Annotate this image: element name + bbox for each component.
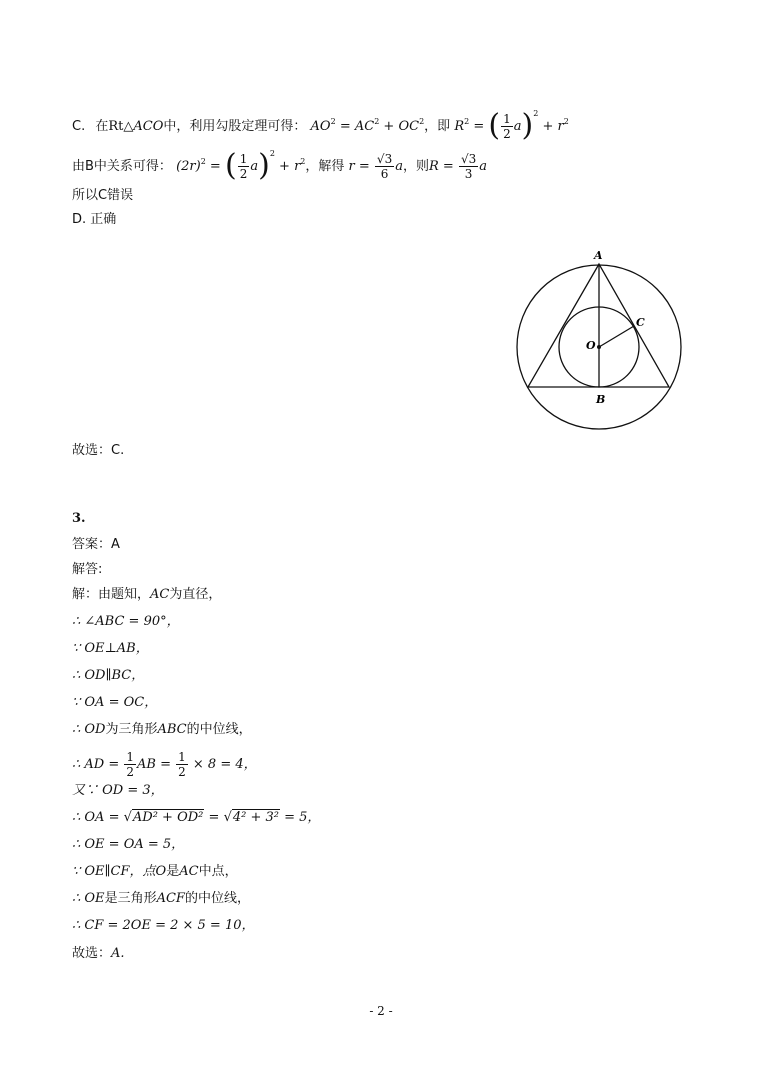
lineb-eq3: = — [438, 159, 458, 174]
fraction-sqrt3-over-6 — [375, 152, 394, 181]
q3-l12-d: 的中位线， — [184, 891, 250, 906]
label-a: A — [594, 249, 603, 262]
eq1-ao: AO — [310, 119, 331, 134]
q3-line6 — [72, 720, 252, 740]
q3-l9-e: = 5， — [279, 810, 321, 825]
q3-line9 — [72, 808, 320, 828]
answer-choice-c: 故选：C. — [72, 443, 125, 458]
lineb-right-paren: ) — [258, 147, 270, 183]
eq2-r: R — [454, 119, 465, 134]
lineb-frac-num: 1 — [239, 152, 248, 166]
q3-l9-b: AD² + OD² — [132, 810, 204, 825]
fraction-sqrt3-over-3 — [459, 152, 478, 181]
frac-six-den: 6 — [380, 167, 389, 181]
q3-l11-d: AC — [179, 864, 199, 879]
lineb-sep1: ，解得 — [305, 159, 345, 174]
q3-answer: 答案：A — [72, 537, 120, 552]
q3-l11-b: O — [155, 864, 167, 879]
left-paren: ( — [488, 107, 501, 143]
label-o: O — [586, 339, 596, 352]
q3-l7-num2: 1 — [178, 750, 186, 764]
radius-oc — [599, 326, 634, 347]
q3-line1 — [72, 585, 221, 605]
lineb-a1: a — [250, 159, 259, 174]
q3-l7-b: AB = — [137, 757, 176, 772]
lineb-sq2: 2 — [269, 149, 275, 158]
q3-l12-b: 是三角形 — [104, 891, 157, 906]
sqrt-sign-2: √ — [223, 810, 232, 825]
lineb-prefix: 由B中关系可得： — [72, 159, 172, 174]
frac-den: 2 — [503, 127, 511, 141]
eq1-sq3: 2 — [419, 117, 425, 126]
text-mid: 中，利用勾股定理可得： — [163, 119, 307, 134]
q3-l1-b: AC — [150, 587, 170, 602]
lineb-left-paren: ( — [224, 147, 237, 183]
q3-line7 — [72, 750, 257, 779]
eq1-sq1: 2 — [330, 117, 336, 126]
text-prefix: 在 — [95, 119, 109, 134]
lineb-eq2: = — [354, 159, 374, 174]
q3-l9-a: ∴ OA = — [72, 810, 124, 825]
q3-l1-c: 为直径， — [169, 587, 222, 602]
text-sep: ，即 — [424, 119, 451, 134]
q3-solution-label: 解答: — [72, 562, 103, 577]
q3-l9-d: 4² + 3² — [232, 810, 279, 825]
eq1-sq2: 2 — [374, 117, 380, 126]
lineb-frac-den: 2 — [239, 167, 248, 181]
triangle-symbol: △ — [123, 119, 134, 134]
q3-line5: ∵ OA = OC， — [72, 695, 158, 710]
q3-l7-a: ∴ AD = — [72, 757, 124, 772]
frac-sqrt3-num: √3 — [376, 152, 393, 166]
eq2-sq3: 2 — [563, 117, 569, 126]
eq1-ac: AC — [354, 119, 375, 134]
lineb-R: R — [428, 159, 439, 174]
q3-line8: 又∵ OD = 3， — [72, 783, 164, 798]
eq2-sq1: 2 — [464, 117, 470, 126]
eq2-eq: = — [469, 119, 489, 134]
lineb-plus-r: + r — [274, 159, 301, 174]
aco-text: ACO — [133, 119, 164, 134]
lineb-r: r — [348, 159, 355, 174]
eq1-plus: + — [379, 119, 399, 134]
q3-l7-c: × 8 = 4， — [188, 757, 257, 772]
option-label-c: C. — [72, 119, 86, 134]
lineb-fraction-half — [238, 152, 250, 181]
lineb-sq1: 2 — [200, 157, 206, 166]
q3-l7-frac1 — [124, 750, 136, 779]
label-c: C — [636, 316, 645, 329]
eq2-sq2: 2 — [533, 109, 539, 118]
q3-l6-d: 的中位线， — [186, 722, 252, 737]
option-d-line: D. 正确 — [72, 212, 117, 227]
lineb-a3: a — [479, 159, 487, 174]
q3-l6-c: ABC — [157, 722, 187, 737]
label-b: B — [596, 393, 606, 406]
q3-l6-b: 为三角形 — [105, 722, 158, 737]
sqrt-sign-1: √ — [123, 810, 132, 825]
q3-l12-c: ACF — [156, 891, 185, 906]
q3-l11-c: 是 — [166, 864, 180, 879]
rt-text: Rt — [108, 119, 124, 134]
q3-l7-num1: 1 — [126, 750, 135, 764]
geometry-figure — [510, 245, 690, 430]
q3-l7-den1: 2 — [126, 765, 135, 779]
q3-line12 — [72, 889, 250, 909]
q3-l1-a: 解：由题知， — [72, 587, 151, 602]
right-paren: ) — [521, 107, 534, 143]
eq2-a: a — [513, 119, 522, 134]
q3-l7-frac2 — [176, 750, 188, 779]
frac-three-den: 3 — [464, 167, 473, 181]
lineb-a2: a — [395, 159, 403, 174]
q3-line14 — [72, 944, 125, 964]
eq1-eq: = — [335, 119, 355, 134]
lineb-eq1: = — [205, 159, 225, 174]
q3-l9-c: = — [204, 810, 224, 825]
fraction-half — [501, 112, 513, 141]
q3-line13: ∴ CF = 2OE = 2 × 5 = 10， — [72, 918, 255, 933]
q3-l12-a: ∴ OE — [72, 891, 105, 906]
q3-line4: ∴ OD∥BC， — [72, 668, 145, 683]
q3-line11 — [72, 862, 238, 882]
frac-sqrt3-num-2: √3 — [460, 152, 477, 166]
lineb-sq3: 2 — [300, 157, 306, 166]
q3-l11-e: 中点， — [198, 864, 238, 879]
lineb-2r: (2r) — [176, 159, 201, 174]
lineb-sep2: ，则 — [402, 159, 429, 174]
q3-line3: ∵ OE⊥AB， — [72, 641, 149, 656]
part-c-line — [72, 107, 569, 143]
q3-l14-a: 故选： — [72, 946, 112, 961]
eq1-oc: OC — [398, 119, 420, 134]
center-point — [597, 345, 601, 349]
q3-l14-b: A. — [111, 946, 125, 961]
q3-number: 3. — [72, 511, 86, 526]
q3-l6-a: ∴ OD — [72, 722, 106, 737]
frac-num: 1 — [503, 112, 511, 126]
line-b-relation — [72, 147, 487, 183]
q3-line2: ∴ ∠ABC = 90°， — [72, 614, 180, 629]
q3-l7-den2: 2 — [178, 765, 186, 779]
q3-l11-a: ∵ OE∥CF，点 — [72, 864, 156, 879]
conclusion-c: 所以C错误 — [72, 188, 134, 203]
q3-line10: ∴ OE = OA = 5， — [72, 837, 185, 852]
page-number: - 2 - — [369, 1004, 393, 1018]
eq2-plus-r: + r — [538, 119, 564, 134]
